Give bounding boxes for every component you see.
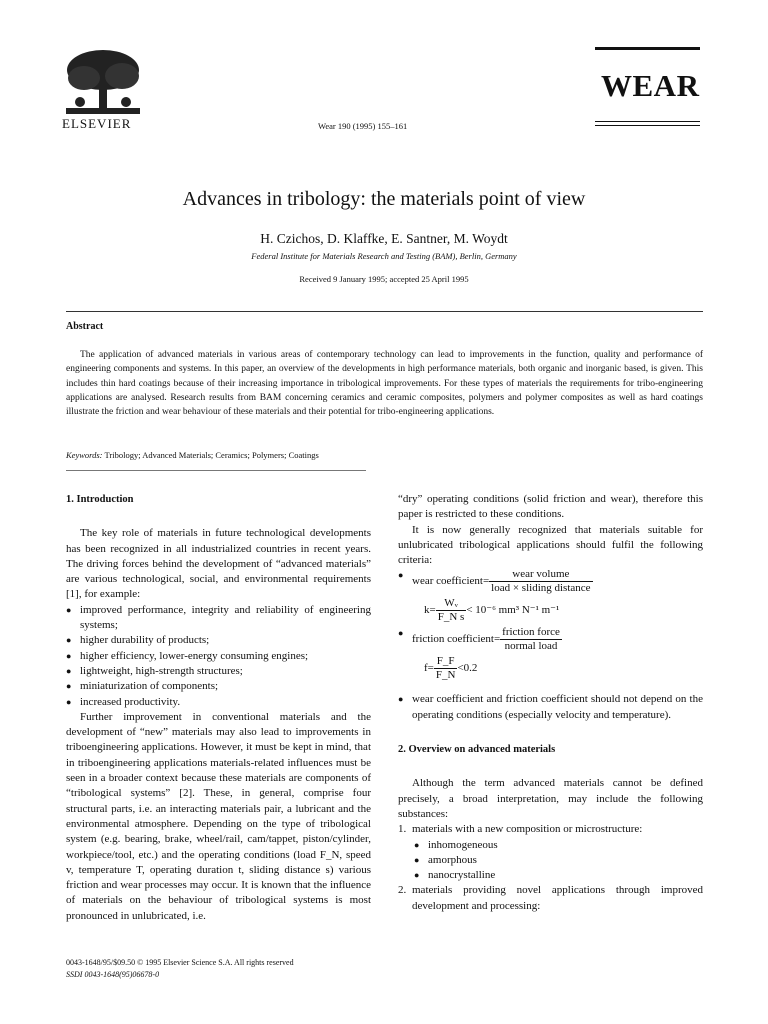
- keywords-list: Tribology; Advanced Materials; Ceramics; Polymers; Coatings: [104, 450, 319, 460]
- keywords-label: Keywords:: [66, 450, 103, 460]
- continued-paragraph: “dry” operating conditions (solid friction and wear), therefore this paper is restricted to these conditions.: [398, 493, 703, 521]
- f-equation: f= $\frac{F\_F}{F\_N}$ <0.2: [424, 655, 478, 682]
- publisher-name: ELSEVIER: [62, 116, 132, 131]
- right-column: [398, 492, 703, 914]
- article-authors: H. Czichos, D. Klaffke, E. Santner, M. Woydt: [260, 231, 508, 246]
- abstract-text: The application of advanced materials in various areas of contemporary technology can lead to improvements in the function, quality and performance of engineering components and systems. In this paper, an overview of the developments in high performance materials, both organic and inorganic based, is given. This includes thin hard coatings because of their increasing importance in tribological improvements. For these types of materials the requirements for tribo-engineering applications are analysed. Research results from BAM concerning ceramics and ceramic composites, polymers and polymer composites as well as hard coatings illustrate the friction and wear behaviour of these materials and their potential for tribo-engineering applications.: [66, 350, 703, 418]
- list-item: ● higher durability of products;: [66, 633, 371, 648]
- copyright-footer: [66, 957, 294, 981]
- independence-criterion: ● wear coefficient and friction coefficient should not depend on the operating conditions (especially velocity and temperature).: [398, 692, 703, 723]
- list-item: ● improved performance, integrity and reliability of engineering systems;: [66, 603, 371, 634]
- list-item: ● increased productivity.: [66, 695, 371, 710]
- left-column: [66, 492, 371, 924]
- journal-citation: Wear 190 (1995) 155–161: [318, 121, 408, 131]
- masthead-rule-bottom-1: [595, 121, 700, 122]
- list-item: ● miniaturization of components;: [66, 679, 371, 694]
- keywords-divider: [66, 470, 366, 471]
- abstract-divider: [66, 311, 703, 312]
- journal-title: WEAR: [601, 68, 700, 103]
- overview-paragraph: Although the term advanced materials cannot be defined precisely, a broad interpretation, may include the following substances:: [398, 777, 703, 820]
- abstract-heading: Abstract: [66, 321, 104, 332]
- list-item: ● amorphous: [398, 853, 703, 868]
- wear-coefficient-fraction: $\frac{\text{wear volume}}{\text{load × sliding distance}}$: [491, 568, 591, 595]
- received-dates: Received 9 January 1995; accepted 25 April 1995: [299, 274, 469, 284]
- keywords-line: [66, 450, 319, 460]
- list-item: ● nanocrystalline: [398, 868, 703, 883]
- section-1-heading: 1. Introduction: [66, 494, 134, 505]
- ssdi-line: SSDI 0043-1648(95)06678-0: [66, 970, 160, 979]
- article-title: Advances in tribology: the materials point of view: [182, 188, 586, 210]
- copyright-line: 0043-1648/95/$09.50 © 1995 Elsevier Science S.A. All rights reserved: [66, 958, 294, 967]
- materials-list-item-1: 1. materials with a new composition or microstructure:: [398, 823, 643, 836]
- masthead-rule-bottom-2: [595, 125, 700, 126]
- criteria-list: [398, 568, 703, 595]
- requirements-list: [66, 603, 371, 710]
- author-affiliation: Federal Institute for Materials Research and Testing (BAM), Berlin, Germany: [251, 251, 517, 261]
- friction-coefficient-criterion: ● friction coefficient= $\frac{\text{friction force}}{\text{normal load}}$: [398, 626, 703, 653]
- friction-coefficient-fraction: $\frac{\text{friction force}}{\text{normal load}}$: [502, 626, 560, 653]
- intro-paragraph-1: The key role of materials in future technological developments has been recognized in all industrialized countries in recent years. The driving forces behind the development of “advanced materials” are various technological, social, and environmental requirements [1], for example:: [66, 527, 371, 601]
- k-equation: k= $\frac{\text{Wᵥ}}{\text{F\_N s}}$ < 10⁻⁶ mm³ N⁻¹ m⁻¹: [424, 597, 560, 624]
- list-item: ● lightweight, high-strength structures;: [66, 664, 371, 679]
- list-item: ● inhomogeneous: [398, 838, 703, 853]
- intro-paragraph-2: Further improvement in conventional materials and the development of “new” materials may also lead to improvements in triboengineering applications. However, it must be kept in mind, that in triboengineering applications materials-related influences must be seen in a broader context because these materials are components of “tribological systems” [2]. These, in general, comprise four structural parts, i.e. an interacting materials pair, a lubricant and the environmental atmosphere. Depending on the type of tribological system (e.g. bearing, brake, wheel/rail, cam/tappet, piston/cylinder, workpiece/tool, etc.) and the operating conditions (load F_N, speed v, temperature T, operating duration t, sliding distance s) various friction and wear processes may occur. It is known that the influence of materials on the behaviour of tribological systems is most pronounced in unlubricated, i.e.: [66, 710, 371, 922]
- materials-list-item-2: 2. materials providing novel applications through improved development and processing:: [398, 884, 703, 912]
- list-item: ● higher efficiency, lower-energy consuming engines;: [66, 649, 371, 664]
- microstructure-list: [398, 838, 703, 884]
- masthead-rule-top: [595, 47, 700, 50]
- criteria-paragraph: It is now generally recognized that materials suitable for unlubricated tribological applications should fulfil the following criteria:: [398, 523, 703, 567]
- section-2-heading: 2. Overview on advanced materials: [398, 744, 556, 756]
- elsevier-tree-logo: [62, 46, 144, 126]
- wear-coefficient-criterion: ● wear coefficient= $\frac{\text{wear volume}}{\text{load × sliding distance}}$: [398, 568, 703, 595]
